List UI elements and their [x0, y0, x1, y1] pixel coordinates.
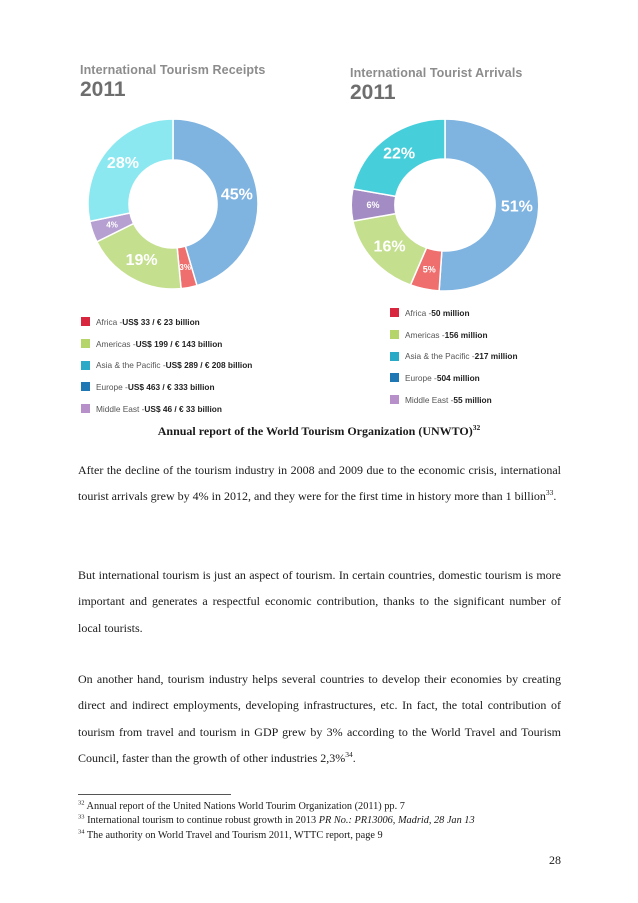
donut-slice-label-0: 51% [500, 198, 533, 216]
donut-slice-label-2: 16% [373, 238, 406, 256]
paragraph-3-text: On another hand, tourism industry helps several countries to develop their economies by creating direct and indirect employments, developing infrastructures, etc. In fact, the total contribution of tourism from travel and tourism in GDP grew by 3% according to the World Travel and Tourism Council, faster than the growth of other industries 2,3% [78, 672, 561, 765]
legend-swatch [390, 395, 399, 404]
legend-swatch [81, 404, 90, 413]
legend-item-0 [390, 302, 518, 324]
legend-value: 50 million [431, 307, 470, 318]
donut-slice-label-1: 3% [179, 262, 191, 272]
legend-item-2 [390, 345, 518, 367]
donut-slice-label-1: 5% [422, 264, 436, 275]
legend-label: Africa - [96, 316, 123, 327]
legend-value: US$ 46 / € 33 billion [144, 403, 222, 414]
paragraph-3-footnote-ref: 34 [345, 749, 353, 759]
legend-value: US$ 199 / € 143 billion [135, 338, 223, 349]
footnote-number: 32 [78, 799, 85, 807]
arrivals-chart-header [350, 66, 522, 105]
footnote-34 [78, 829, 578, 843]
receipts-donut-chart [80, 118, 266, 290]
legend-item-1 [81, 333, 252, 355]
receipts-legend [81, 311, 252, 419]
legend-item-1 [390, 324, 518, 346]
footnote-italic-text: PR No.: PR13006, Madrid, 28 Jan 13 [318, 815, 475, 827]
legend-swatch [81, 339, 90, 348]
footnote-text: Annual report of the United Nations World Tourim Organization (2011) pp. 7 [84, 801, 405, 812]
legend-value: US$ 463 / € 333 billion [127, 381, 215, 392]
figure-caption [0, 424, 638, 439]
legend-item-2 [81, 354, 252, 376]
legend-label: Americas - [96, 338, 136, 349]
footnote-number: 34 [78, 828, 85, 836]
paragraph-3-tail: . [352, 750, 356, 765]
footnote-32 [78, 800, 578, 814]
legend-item-4 [81, 398, 252, 420]
legend-label: Africa - [405, 307, 432, 318]
legend-value: 156 million [444, 329, 488, 340]
footnote-text: International tourism to continue robust growth in 2013 [84, 815, 319, 827]
legend-swatch [390, 330, 399, 339]
footnote-33 [78, 814, 578, 828]
legend-swatch [81, 361, 90, 370]
legend-swatch [390, 373, 399, 382]
footnotes [78, 800, 578, 843]
legend-item-3 [81, 376, 252, 398]
paragraph-1 [78, 457, 561, 510]
paragraph-1-tail: . [553, 489, 557, 504]
arrivals-legend [390, 302, 518, 410]
legend-value: 217 million [474, 351, 518, 362]
legend-label: Asia & the Pacific - [405, 351, 475, 362]
legend-swatch [390, 352, 399, 361]
page-number: 28 [549, 853, 561, 867]
legend-label: Europe - [96, 381, 128, 392]
caption-text: Annual report of the World Tourism Organization (UNWTO) [157, 424, 473, 438]
legend-label: Americas - [405, 329, 445, 340]
legend-label: Europe - [405, 372, 437, 383]
legend-item-4 [390, 389, 518, 411]
arrivals-chart-year: 2011 [350, 81, 396, 104]
footnote-text: The authority on World Travel and Tourism 2011, WTTC report, page 9 [84, 829, 383, 841]
legend-value: US$ 289 / € 208 billion [165, 360, 253, 371]
donut-slice-label-2: 19% [125, 251, 158, 269]
footnote-number: 33 [78, 813, 85, 821]
caption-footnote-ref: 32 [472, 423, 481, 432]
legend-swatch [81, 317, 90, 326]
paragraph-3 [78, 666, 561, 771]
legend-label: Middle East - [405, 394, 454, 405]
paragraph-2-text: But international tourism is just an aspect of tourism. In certain countries, domestic tourism is more important and generates a respectful economic contribution, thanks to the significant number of local tourists. [78, 568, 561, 635]
paragraph-1-text: After the decline of the tourism industry in 2008 and 2009 due to the economic crisis, international tourist arrivals grew by 4% in 2012, and they were for the first time in history more than 1 billion [78, 463, 561, 504]
legend-value: 504 million [436, 372, 480, 383]
donut-slice-label-3: 6% [366, 200, 380, 210]
legend-item-0 [81, 311, 252, 333]
footnote-separator [78, 794, 231, 795]
legend-swatch [390, 308, 399, 317]
paragraph-1-footnote-ref: 33 [545, 488, 554, 498]
donut-slice-label-3: 4% [106, 220, 118, 230]
receipts-chart-year: 2011 [80, 78, 126, 101]
receipts-chart-header [80, 63, 265, 102]
legend-label: Middle East - [96, 403, 145, 414]
legend-value: 55 million [453, 394, 492, 405]
arrivals-donut-chart [345, 117, 545, 293]
donut-slice-label-4: 22% [383, 145, 416, 163]
donut-slice-label-0: 45% [220, 186, 253, 204]
legend-label: Asia & the Pacific - [96, 360, 166, 371]
legend-item-3 [390, 367, 518, 389]
receipts-chart-title: International Tourism Receipts [80, 63, 266, 77]
legend-value: US$ 33 / € 23 billion [122, 316, 200, 327]
legend-swatch [81, 382, 90, 391]
paragraph-2 [78, 562, 561, 641]
arrivals-chart-title: International Tourist Arrivals [350, 66, 523, 80]
donut-slice-label-4: 28% [106, 154, 139, 172]
